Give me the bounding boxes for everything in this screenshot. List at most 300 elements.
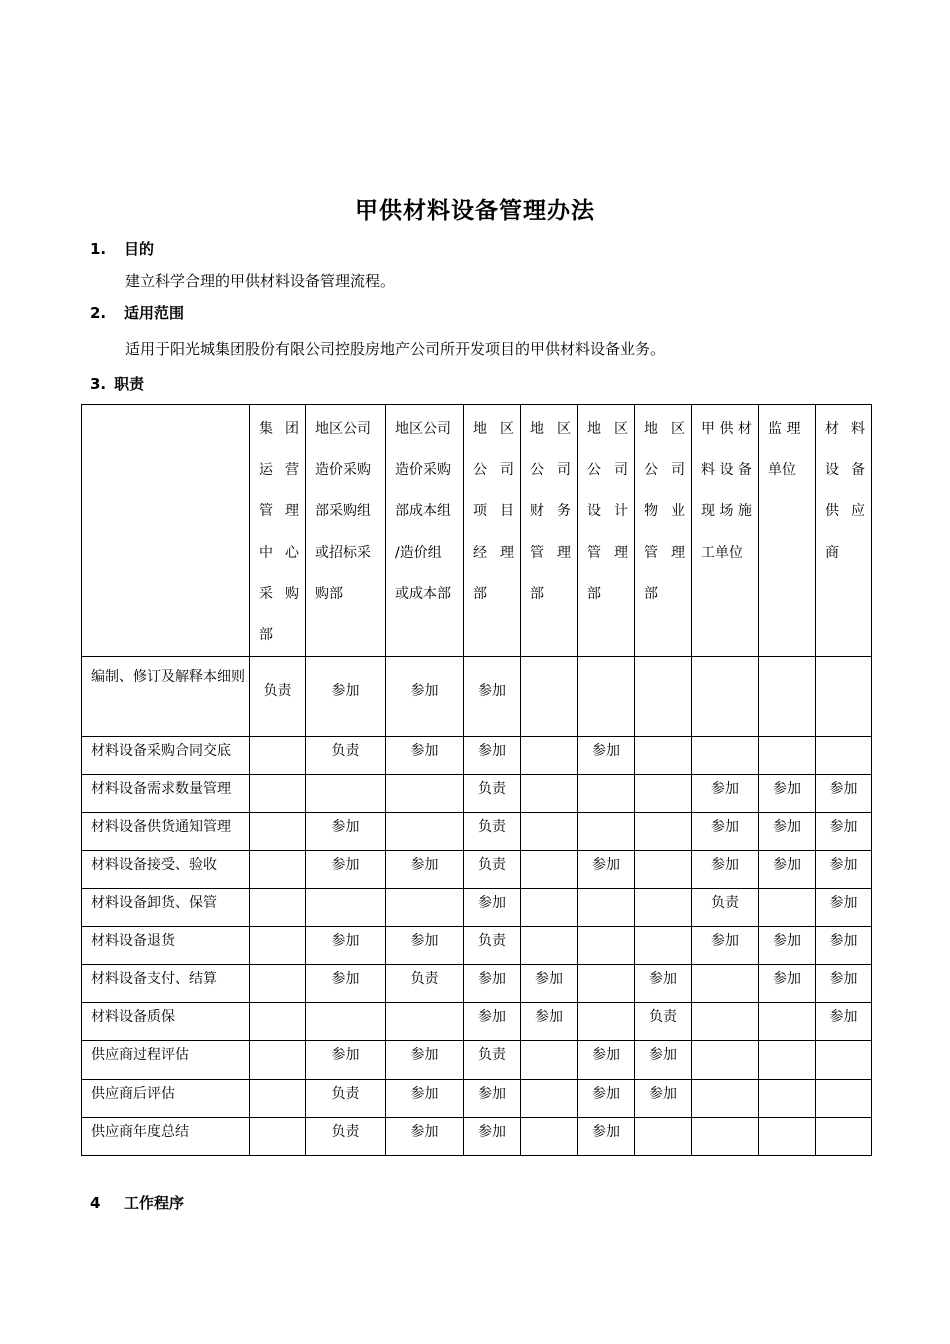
row-label: 材料设备卸货、保管 bbox=[91, 895, 217, 912]
table-cell bbox=[635, 775, 692, 813]
table-row bbox=[82, 889, 872, 927]
table-cell bbox=[386, 813, 464, 851]
table-cell bbox=[578, 737, 635, 775]
cell-role: 参加 bbox=[331, 933, 360, 950]
table-cell bbox=[635, 851, 692, 889]
cell-role: 参加 bbox=[410, 1124, 439, 1141]
cell-role: 参加 bbox=[535, 971, 563, 988]
cell-role bbox=[306, 775, 385, 779]
cell-role bbox=[521, 1118, 577, 1122]
table-cell bbox=[306, 737, 386, 775]
table-cell bbox=[578, 1080, 635, 1118]
row-label-cell bbox=[82, 813, 250, 851]
cell-role bbox=[386, 813, 463, 817]
table-cell bbox=[306, 1118, 386, 1156]
table-row bbox=[82, 851, 872, 889]
table-cell bbox=[521, 1080, 578, 1118]
section-3-title: 职责 bbox=[114, 375, 145, 393]
table-cell bbox=[635, 657, 692, 737]
table-cell bbox=[386, 1080, 464, 1118]
cell-role: 参加 bbox=[829, 1009, 858, 1026]
table-cell bbox=[816, 889, 872, 927]
table-row bbox=[82, 1003, 872, 1041]
cell-role bbox=[578, 1003, 634, 1007]
cell-role bbox=[578, 927, 634, 931]
table-cell bbox=[250, 1118, 306, 1156]
table-cell bbox=[759, 889, 816, 927]
table-header-row bbox=[82, 405, 872, 657]
cell-role: 参加 bbox=[711, 857, 739, 874]
cell-role: 参加 bbox=[331, 1047, 360, 1064]
table-cell bbox=[250, 1080, 306, 1118]
table-cell bbox=[521, 1003, 578, 1041]
column-header: 地 区 公 司 项 目 经 理 部 bbox=[464, 405, 521, 657]
table-cell bbox=[635, 1041, 692, 1080]
table-cell bbox=[759, 813, 816, 851]
cell-role bbox=[521, 775, 577, 779]
cell-role: 负责 bbox=[263, 683, 292, 700]
table-cell bbox=[306, 965, 386, 1003]
table-cell bbox=[635, 813, 692, 851]
cell-role: 参加 bbox=[773, 933, 801, 950]
cell-role: 参加 bbox=[410, 683, 439, 700]
table-cell bbox=[759, 965, 816, 1003]
cell-role: 参加 bbox=[478, 971, 506, 988]
table-cell bbox=[635, 1118, 692, 1156]
section-4-number: 4 bbox=[90, 1194, 101, 1212]
table-row bbox=[82, 775, 872, 813]
cell-role: 参加 bbox=[331, 971, 360, 988]
cell-role bbox=[692, 657, 758, 681]
cell-role bbox=[759, 1118, 815, 1122]
cell-role: 参加 bbox=[478, 1086, 506, 1103]
table-row bbox=[82, 657, 872, 737]
cell-role bbox=[759, 1041, 815, 1045]
cell-role: 参加 bbox=[478, 683, 506, 700]
table-cell bbox=[521, 657, 578, 737]
cell-role: 参加 bbox=[829, 895, 858, 912]
table-cell bbox=[521, 927, 578, 965]
cell-role: 参加 bbox=[829, 819, 858, 836]
table-cell bbox=[816, 813, 872, 851]
table-cell bbox=[816, 1118, 872, 1156]
section-3-heading bbox=[90, 373, 144, 394]
row-label: 材料设备退货 bbox=[91, 933, 175, 950]
table-cell bbox=[578, 889, 635, 927]
table-cell bbox=[759, 1003, 816, 1041]
cell-role bbox=[816, 1118, 871, 1122]
cell-role bbox=[250, 775, 305, 779]
section-2-heading bbox=[90, 302, 184, 323]
table-cell bbox=[692, 737, 759, 775]
cell-role bbox=[521, 813, 577, 817]
table-cell bbox=[306, 813, 386, 851]
column-header: 集 团 运 营 管 理 中 心 采 购 部 bbox=[250, 405, 306, 657]
table-cell bbox=[578, 775, 635, 813]
cell-role bbox=[250, 1080, 305, 1084]
cell-role: 负责 bbox=[331, 743, 360, 760]
cell-role: 参加 bbox=[592, 743, 620, 760]
row-label: 材料设备接受、验收 bbox=[91, 857, 217, 874]
cell-role bbox=[578, 657, 634, 681]
table-cell bbox=[759, 851, 816, 889]
table-cell bbox=[692, 1041, 759, 1080]
cell-role bbox=[816, 737, 871, 741]
table-cell bbox=[759, 775, 816, 813]
column-header: 材 料 设 备 供 应 商 bbox=[816, 405, 872, 657]
table-cell bbox=[250, 927, 306, 965]
cell-role: 负责 bbox=[410, 971, 439, 988]
table-cell bbox=[692, 813, 759, 851]
cell-role bbox=[250, 965, 305, 969]
table-cell bbox=[816, 775, 872, 813]
table-cell bbox=[250, 889, 306, 927]
row-label-cell bbox=[82, 1118, 250, 1156]
table-cell bbox=[386, 851, 464, 889]
table-cell bbox=[386, 889, 464, 927]
table-row bbox=[82, 1041, 872, 1080]
table-cell bbox=[464, 657, 521, 737]
cell-role: 参加 bbox=[829, 971, 858, 988]
cell-role bbox=[635, 775, 691, 779]
cell-role: 参加 bbox=[592, 1124, 620, 1141]
table-cell bbox=[386, 737, 464, 775]
table-cell bbox=[464, 1003, 521, 1041]
cell-role: 负责 bbox=[478, 819, 506, 836]
table-row bbox=[82, 965, 872, 1003]
section-1-heading bbox=[90, 238, 154, 259]
table-cell bbox=[464, 1080, 521, 1118]
cell-role: 参加 bbox=[410, 1047, 439, 1064]
row-label: 供应商后评估 bbox=[91, 1086, 175, 1103]
cell-role: 负责 bbox=[478, 857, 506, 874]
row-label-cell bbox=[82, 657, 250, 737]
cell-role: 参加 bbox=[478, 743, 506, 760]
table-row bbox=[82, 737, 872, 775]
table-cell bbox=[692, 927, 759, 965]
cell-role: 参加 bbox=[331, 819, 360, 836]
cell-role bbox=[250, 1003, 305, 1007]
cell-role bbox=[250, 927, 305, 931]
column-header: 地区公司 造价采购 部成本组 /造价组 或成本部 bbox=[386, 405, 464, 657]
table-cell bbox=[578, 927, 635, 965]
cell-role: 参加 bbox=[649, 1086, 677, 1103]
cell-role bbox=[521, 1080, 577, 1084]
table-cell bbox=[464, 1118, 521, 1156]
cell-role: 参加 bbox=[829, 781, 858, 798]
cell-role: 参加 bbox=[410, 933, 439, 950]
cell-role bbox=[692, 1041, 758, 1045]
table-cell bbox=[250, 851, 306, 889]
table-cell bbox=[306, 851, 386, 889]
table-cell bbox=[386, 1003, 464, 1041]
table-row bbox=[82, 1080, 872, 1118]
cell-role: 参加 bbox=[478, 1009, 506, 1026]
table-cell bbox=[578, 657, 635, 737]
cell-role bbox=[386, 775, 463, 779]
row-label: 材料设备支付、结算 bbox=[91, 971, 217, 988]
table-cell bbox=[386, 927, 464, 965]
cell-role: 参加 bbox=[592, 1047, 620, 1064]
table-cell bbox=[692, 775, 759, 813]
table-cell bbox=[692, 657, 759, 737]
table-cell bbox=[306, 1041, 386, 1080]
table-cell bbox=[578, 851, 635, 889]
table-cell bbox=[816, 1080, 872, 1118]
table-cell bbox=[521, 965, 578, 1003]
cell-role: 参加 bbox=[829, 933, 858, 950]
section-4-title: 工作程序 bbox=[124, 1194, 185, 1212]
cell-role: 参加 bbox=[478, 895, 506, 912]
table-cell bbox=[306, 1003, 386, 1041]
section-2-title: 适用范围 bbox=[124, 304, 185, 322]
table-cell bbox=[578, 1041, 635, 1080]
cell-role bbox=[635, 737, 691, 741]
cell-role bbox=[521, 927, 577, 931]
row-label-cell bbox=[82, 737, 250, 775]
cell-role bbox=[521, 737, 577, 741]
column-header: 甲 供 材 料 设 备 现 场 施 工单位 bbox=[692, 405, 759, 657]
table-cell bbox=[306, 775, 386, 813]
table-cell bbox=[692, 1118, 759, 1156]
cell-role: 负责 bbox=[649, 1009, 677, 1026]
table-cell bbox=[521, 737, 578, 775]
cell-role: 参加 bbox=[331, 857, 360, 874]
row-label-cell bbox=[82, 889, 250, 927]
cell-role bbox=[635, 889, 691, 893]
table-cell bbox=[578, 1118, 635, 1156]
cell-role bbox=[759, 889, 815, 893]
cell-role bbox=[816, 657, 871, 681]
table-cell bbox=[521, 813, 578, 851]
table-body bbox=[82, 657, 872, 1156]
row-label: 材料设备质保 bbox=[91, 1009, 175, 1026]
cell-role bbox=[692, 1118, 758, 1122]
row-label-cell bbox=[82, 1041, 250, 1080]
cell-role: 参加 bbox=[410, 1086, 439, 1103]
table-cell bbox=[464, 965, 521, 1003]
column-header: 监 理 单位 bbox=[759, 405, 816, 657]
row-label-cell bbox=[82, 1003, 250, 1041]
table-cell bbox=[464, 927, 521, 965]
section-3-number: 3. bbox=[90, 375, 107, 393]
cell-role: 参加 bbox=[649, 971, 677, 988]
cell-role bbox=[386, 1003, 463, 1007]
cell-role bbox=[759, 657, 815, 681]
table-cell bbox=[692, 889, 759, 927]
section-2-number: 2. bbox=[90, 304, 107, 322]
cell-role: 参加 bbox=[410, 857, 439, 874]
cell-role bbox=[250, 737, 305, 741]
cell-role: 参加 bbox=[535, 1009, 563, 1026]
row-label: 供应商年度总结 bbox=[91, 1124, 189, 1141]
table-cell bbox=[759, 1118, 816, 1156]
cell-role: 负责 bbox=[478, 781, 506, 798]
cell-role bbox=[521, 851, 577, 855]
table-cell bbox=[386, 775, 464, 813]
cell-role: 参加 bbox=[711, 933, 739, 950]
table-cell bbox=[250, 813, 306, 851]
table-cell bbox=[464, 889, 521, 927]
table-cell bbox=[759, 737, 816, 775]
section-4-heading bbox=[90, 1192, 184, 1213]
table-cell bbox=[386, 1041, 464, 1080]
cell-role bbox=[816, 1080, 871, 1084]
cell-role bbox=[635, 657, 691, 681]
table-cell bbox=[692, 965, 759, 1003]
table-cell bbox=[250, 1003, 306, 1041]
table-cell bbox=[635, 1080, 692, 1118]
cell-role bbox=[578, 775, 634, 779]
cell-role bbox=[578, 813, 634, 817]
cell-role bbox=[250, 889, 305, 893]
table-cell bbox=[692, 1003, 759, 1041]
cell-role: 负责 bbox=[478, 933, 506, 950]
cell-role: 参加 bbox=[773, 781, 801, 798]
responsibility-table bbox=[81, 404, 872, 1156]
table-cell bbox=[306, 1080, 386, 1118]
section-1-number: 1. bbox=[90, 240, 107, 258]
cell-role bbox=[250, 813, 305, 817]
table-cell bbox=[306, 927, 386, 965]
table-cell bbox=[635, 889, 692, 927]
cell-role bbox=[578, 965, 634, 969]
table-cell bbox=[578, 813, 635, 851]
document-title: 甲供材料设备管理办法 bbox=[355, 198, 595, 224]
table-cell bbox=[635, 965, 692, 1003]
table-cell bbox=[816, 657, 872, 737]
cell-role bbox=[692, 965, 758, 969]
table-cell bbox=[306, 657, 386, 737]
cell-role: 参加 bbox=[829, 857, 858, 874]
cell-role bbox=[578, 889, 634, 893]
table-cell bbox=[521, 775, 578, 813]
cell-role bbox=[306, 889, 385, 893]
cell-role bbox=[816, 1041, 871, 1045]
cell-role: 负责 bbox=[711, 895, 739, 912]
table-cell bbox=[816, 1003, 872, 1041]
table-cell bbox=[306, 889, 386, 927]
table-cell bbox=[635, 1003, 692, 1041]
table-cell bbox=[386, 1118, 464, 1156]
cell-role: 参加 bbox=[410, 743, 439, 760]
cell-role: 参加 bbox=[478, 1124, 506, 1141]
cell-role bbox=[635, 927, 691, 931]
section-2-text: 适用于阳光城集团股份有限公司控股房地产公司所开发项目的甲供材料设备业务。 bbox=[125, 340, 666, 358]
row-label: 材料设备采购合同交底 bbox=[91, 743, 231, 760]
cell-role bbox=[759, 1080, 815, 1084]
table-cell bbox=[464, 1041, 521, 1080]
table-cell bbox=[250, 775, 306, 813]
row-label-cell bbox=[82, 965, 250, 1003]
table-cell bbox=[635, 927, 692, 965]
cell-role bbox=[306, 1003, 385, 1007]
cell-role bbox=[759, 737, 815, 741]
table-cell bbox=[692, 1080, 759, 1118]
table-cell bbox=[816, 927, 872, 965]
cell-role bbox=[759, 1003, 815, 1007]
column-header: 地 区 公 司 物 业 管 理 部 bbox=[635, 405, 692, 657]
cell-role bbox=[386, 889, 463, 893]
table-cell bbox=[692, 851, 759, 889]
row-label-cell bbox=[82, 927, 250, 965]
column-header: 地区公司 造价采购 部采购组 或招标采 购部 bbox=[306, 405, 386, 657]
row-label-cell bbox=[82, 1080, 250, 1118]
table-row bbox=[82, 927, 872, 965]
cell-role bbox=[521, 889, 577, 893]
cell-role bbox=[521, 1041, 577, 1045]
cell-role bbox=[692, 1080, 758, 1084]
cell-role bbox=[635, 813, 691, 817]
table-cell bbox=[816, 851, 872, 889]
table-cell bbox=[816, 965, 872, 1003]
table-cell bbox=[759, 927, 816, 965]
cell-role bbox=[521, 657, 577, 681]
table-cell bbox=[759, 1080, 816, 1118]
cell-role bbox=[692, 1003, 758, 1007]
table-row bbox=[82, 1118, 872, 1156]
table-cell bbox=[816, 1041, 872, 1080]
row-label: 材料设备供货通知管理 bbox=[91, 819, 231, 836]
table-cell bbox=[521, 851, 578, 889]
cell-role: 参加 bbox=[773, 857, 801, 874]
column-header: 地 区 公 司 财 务 管 理 部 bbox=[521, 405, 578, 657]
row-label: 供应商过程评估 bbox=[91, 1047, 189, 1064]
table-cell bbox=[464, 775, 521, 813]
cell-role bbox=[250, 1118, 305, 1122]
table-cell bbox=[759, 1041, 816, 1080]
cell-role: 参加 bbox=[592, 857, 620, 874]
table-cell bbox=[759, 657, 816, 737]
cell-role: 参加 bbox=[711, 819, 739, 836]
table-row bbox=[82, 813, 872, 851]
table-cell bbox=[386, 965, 464, 1003]
section-1-text: 建立科学合理的甲供材料设备管理流程。 bbox=[125, 272, 396, 290]
row-label: 材料设备需求数量管理 bbox=[91, 781, 231, 798]
cell-role: 参加 bbox=[773, 971, 801, 988]
row-label-cell bbox=[82, 851, 250, 889]
cell-role: 参加 bbox=[649, 1047, 677, 1064]
table-cell bbox=[464, 813, 521, 851]
cell-role: 负责 bbox=[478, 1047, 506, 1064]
cell-role bbox=[250, 1041, 305, 1045]
table-cell bbox=[250, 1041, 306, 1080]
cell-role: 参加 bbox=[773, 819, 801, 836]
cell-role bbox=[250, 851, 305, 855]
cell-role bbox=[635, 851, 691, 855]
table-cell bbox=[635, 737, 692, 775]
table-cell bbox=[386, 657, 464, 737]
cell-role bbox=[692, 737, 758, 741]
table-cell bbox=[816, 737, 872, 775]
table-cell bbox=[521, 1118, 578, 1156]
cell-role: 负责 bbox=[331, 1086, 360, 1103]
cell-role: 参加 bbox=[711, 781, 739, 798]
row-label-cell bbox=[82, 775, 250, 813]
table-cell bbox=[464, 851, 521, 889]
table-cell bbox=[578, 1003, 635, 1041]
cell-role: 参加 bbox=[331, 683, 360, 700]
table-cell bbox=[578, 965, 635, 1003]
cell-role: 负责 bbox=[331, 1124, 360, 1141]
cell-role bbox=[635, 1118, 691, 1122]
column-header: 地 区 公 司 设 计 管 理 部 bbox=[578, 405, 635, 657]
table-cell bbox=[464, 737, 521, 775]
table-cell bbox=[250, 965, 306, 1003]
table-cell bbox=[521, 889, 578, 927]
table-cell bbox=[250, 737, 306, 775]
cell-role: 参加 bbox=[592, 1086, 620, 1103]
